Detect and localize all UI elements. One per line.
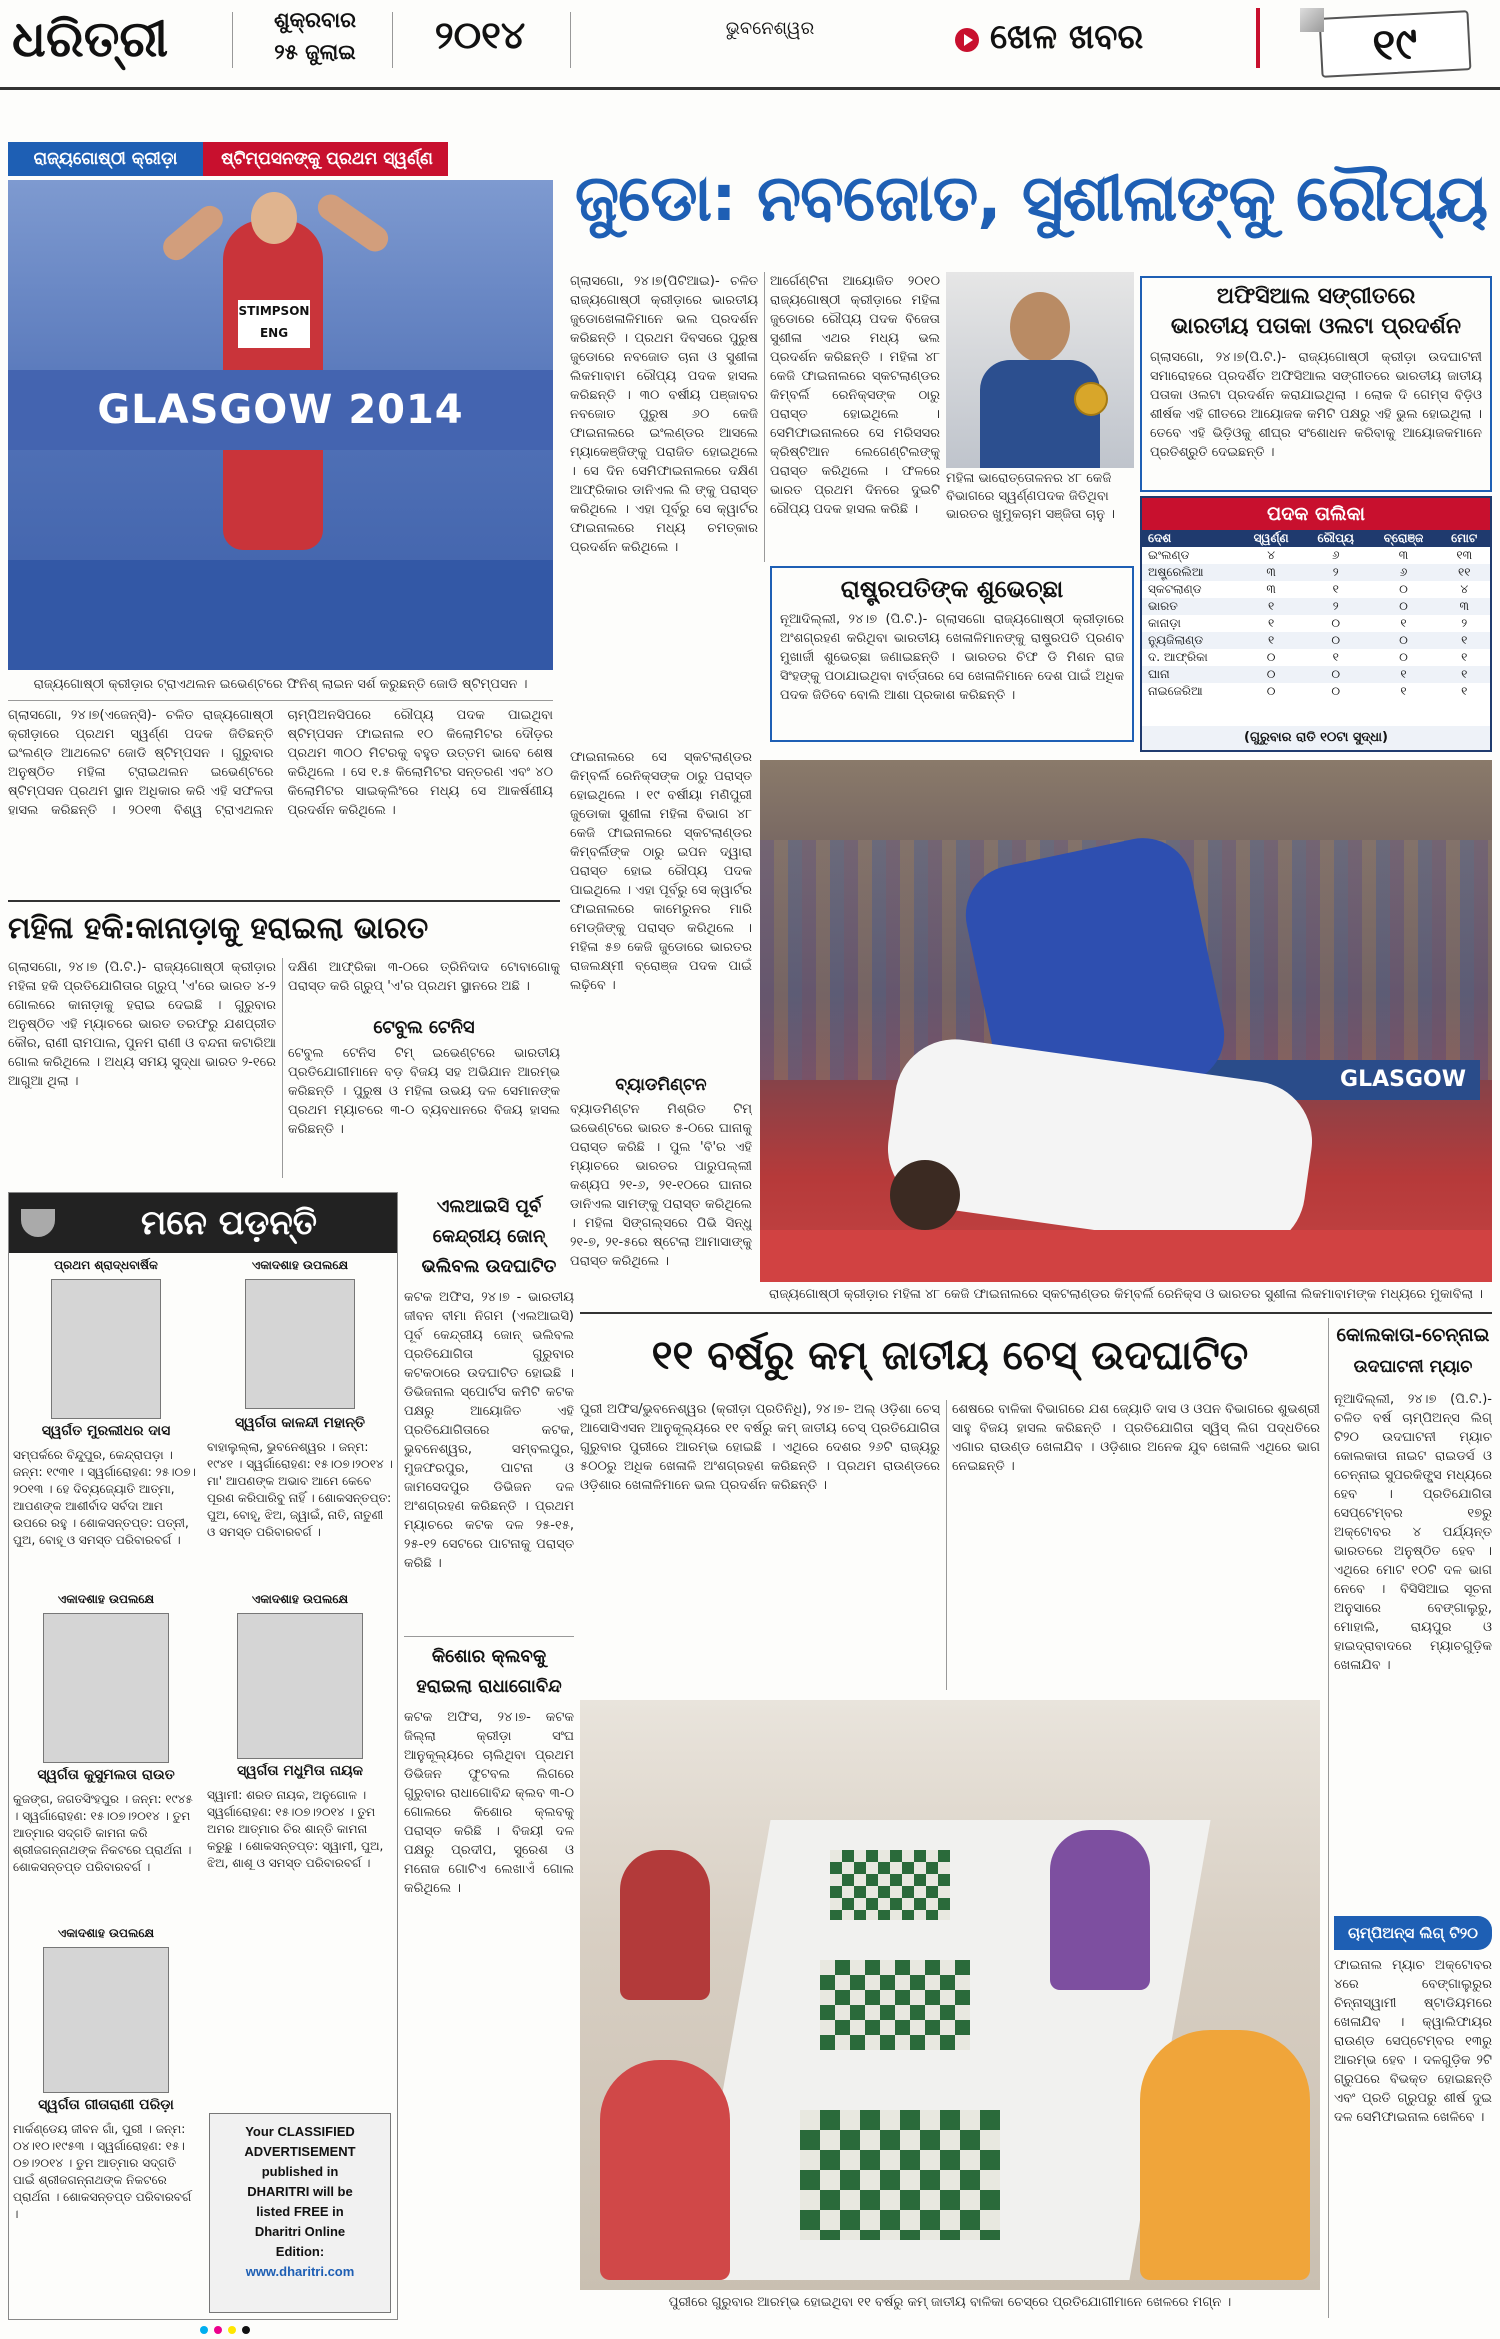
col-bronze: ବ୍ରୋଞ୍ଜ bbox=[1369, 530, 1439, 547]
weightlifter-head bbox=[1010, 292, 1070, 362]
medal-country-cell: ସ୍କଟଲାଣ୍ଡ bbox=[1148, 582, 1202, 596]
medal-table-row bbox=[1142, 666, 1490, 683]
medal-count-cell: ୧ bbox=[1400, 684, 1407, 698]
section-divider bbox=[1256, 8, 1260, 68]
weightlifter-caption: ମହିଳା ଭାରୋତ୍ତୋଳନର ୪୮ କେଜି ବିଭାଗରେ ସ୍ୱର୍ଣ୍ଣପଦକ ଜିତିଥିବା ଭାରତର ଖୁମୁକଚାମ ସଞ୍ଜିତା ଚାନୁ । bbox=[946, 471, 1115, 522]
obituary-section bbox=[8, 1192, 398, 2320]
page-curl bbox=[1300, 8, 1324, 32]
lic-headline-3: ଭଲିବଲ ଉଦଘାଟିତ bbox=[421, 1256, 557, 1277]
classified-ad bbox=[209, 2113, 391, 2313]
kishore-headline-2: ହରାଇଲା ରାଧାଗୋବିନ୍ଦ bbox=[416, 1676, 562, 1697]
hockey-story-col1: ଗ୍ଲାସଗୋ, ୨୪।୭ (ପି.ଟି.)- ରାଜ୍ୟଗୋଷ୍ଠୀ କ୍ରୀଡ଼ାର ମହିଳା ହକି ପ୍ରତିଯୋଗିତାର ଗ୍ରୁପ୍ 'ଏ'ରେ ଭାରତ ୪-୨ ଗୋଲରେ କାନାଡ଼ାକୁ ହରାଇ ଦେଇଛି । ଗୁରୁବାର ଅନୁଷ୍ଠିତ ଏହି ମ୍ୟାଚରେ ଭାରତ ତରଫରୁ ଯଶପ୍ରୀତ କୌର, ରାଣୀ ରାମପାଲ, ପୁନମ ରାଣୀ ଓ ବନ୍ଦନା କଟାରିଆ ଗୋଲ କରିଥିଲେ । ଅଧ୍ୟ ସମୟ ସୁଦ୍ଧା ଭାରତ ୨-୧ରେ ଆଗୁଆ ଥିଲା । bbox=[8, 960, 276, 1089]
judo-action-caption: ରାଜ୍ୟଗୋଷ୍ଠୀ କ୍ରୀଡ଼ାର ମହିଳା ୪୮ କେଜି ଫାଇନାଲରେ ସ୍କଟଲାଣ୍ଡର କିମ୍ବର୍ଲି ରେନିକ୍ସ ଓ ଭାରତର ସୁଶୀଳା ଲିକମାବାମଙ୍କ ମଧ୍ୟରେ ମୁକାବିଲା । bbox=[768, 1287, 1483, 1302]
medal-count-cell: ୦ bbox=[1331, 684, 1341, 698]
medal-count-cell: ୬ bbox=[1369, 564, 1439, 581]
race-bib bbox=[238, 300, 310, 348]
medal-table-note: (ଗୁରୁବାର ରାତି ୧୦ଟା ସୁଦ୍ଧା) bbox=[1142, 726, 1490, 750]
obituary-label-3: ଏକାଦଶାହ ଉପଲକ୍ଷେ bbox=[57, 1592, 155, 1606]
logo: ଧରିତ୍ରୀ bbox=[12, 9, 169, 68]
ceremony-box bbox=[1140, 276, 1492, 492]
medal-count-cell: ୦ bbox=[1266, 650, 1276, 664]
chess-photo bbox=[580, 1700, 1320, 2290]
chess-story-col2: ଶେଷରେ ବାଳିକା ବିଭାଗରେ ଯଶ ଜ୍ୟୋତି ଦାସ ଓ ଓପନ ବିଭାଗରେ ଶୁଭଶ୍ରୀ ସାହୁ ବିଜୟ ହାସଲ କରିଛନ୍ତି । ପ୍ରତିଯୋଗିତା ସ୍ୱିସ୍ ଲିଗ ପଦ୍ଧତିରେ ଏଗାର ରାଉଣ୍ଡ ଖେଳାଯିବ । ଓଡ଼ିଶାର ଅନେକ ଯୁବ ଖେଳାଳି ଏଥିରେ ଭାଗ ନେଇଛନ୍ତି । bbox=[952, 1402, 1320, 1474]
obituary-text-3: କୁଜଙ୍ଗ, ଜଗତସିଂହପୁର । ଜନ୍ମ: ୧୯୪୫ । ସ୍ୱର୍ଗାରୋହଣ: ୧୫।୦୭।୨୦୧୪ । ତୁମ ଆତ୍ମାର ସଦ୍ଗତି କାମନା କରି ଶ୍ରୀଜଗନ୍ନାଥଙ୍କ ନିକଟରେ ପ୍ରାର୍ଥନା । ଶୋକସନ୍ତପ୍ତ ପରିବାରବର୍ଗ । bbox=[13, 1792, 193, 1874]
medal-count-cell: ୧୧ bbox=[1438, 564, 1490, 581]
medal-table-title: ପଦକ ତାଲିକା bbox=[1142, 498, 1490, 530]
lic-box bbox=[404, 1192, 574, 1632]
medal-count-cell: ୦ bbox=[1303, 632, 1369, 649]
col-total: ମୋଟ bbox=[1438, 530, 1490, 547]
medal-country-cell: ଘାନା bbox=[1142, 666, 1239, 683]
obituary-photo-1 bbox=[51, 1279, 161, 1419]
medal-count-cell: ୧ bbox=[1239, 632, 1303, 649]
date: ୨୫ ଜୁଲାଇ bbox=[274, 40, 356, 64]
medal-count-cell: ୦ bbox=[1239, 666, 1303, 683]
medal-count-cell: ୦ bbox=[1369, 598, 1439, 615]
weightlifter-photo bbox=[946, 272, 1134, 468]
lamp-icon bbox=[21, 1209, 55, 1237]
medal-table-row bbox=[1142, 581, 1490, 598]
judo-headline: ଜୁଡୋ: ନବଜୋତ, ସୁଶୀଳାଙ୍କୁ ରୌପ୍ୟ bbox=[574, 162, 1488, 236]
play-icon bbox=[955, 28, 979, 52]
lic-story: କଟକ ଅଫିସ, ୨୪।୭ - ଭାରତୀୟ ଜୀବନ ବୀମା ନିଗମ (ଏଲଆଇସି) ପୂର୍ବ କେନ୍ଦ୍ରୀୟ ଜୋନ୍ ଭଲିବଲ ପ୍ରତିଯୋଗିତା ଗୁରୁବାର କଟକଠାରେ ଉଦଘାଟିତ ହୋଇଛି । ଡିଭିଜନାଲ ସ୍ପୋର୍ଟସ କମିଟି କଟକ ପକ୍ଷରୁ ଆୟୋଜିତ ଏହି ପ୍ରତିଯୋଗିତାରେ କଟକ, ଭୁବନେଶ୍ୱର, ସମ୍ବଲପୁର, ମୁଜଫରପୁର, ପାଟନା ଓ ଜାମସେଦପୁର ଡିଭିଜନ ଦଳ ଅଂଶଗ୍ରହଣ କରିଛନ୍ତି । ପ୍ରଥମ ମ୍ୟାଚରେ କଟକ ଦଳ ୨୫-୧୫, ୨୫-୧୨ ସେଟରେ ପାଟନାକୁ ପରାସ୍ତ କରିଛି । bbox=[404, 1290, 574, 1571]
player-right-2 bbox=[1140, 2030, 1310, 2280]
player-right-1 bbox=[1050, 1830, 1150, 1990]
medal-count-cell: ୧ bbox=[1332, 650, 1339, 664]
lic-headline-2: କେନ୍ଦ୍ରୀୟ ଜୋନ୍ bbox=[432, 1226, 546, 1247]
triathlon-photo bbox=[8, 180, 553, 670]
classified-line-6: Dharitri Online bbox=[254, 2224, 346, 2239]
section-title: ଖେଳ ଖବର bbox=[990, 17, 1144, 57]
medal-country-cell: ଅଷ୍ଟ୍ରେଲିଆ bbox=[1142, 564, 1239, 581]
classified-line-4: DHARITRI will be bbox=[247, 2184, 353, 2199]
badminton-heading: ବ୍ୟାଡମିଣ୍ଟନ bbox=[615, 1075, 707, 1095]
col-gold: ସ୍ୱର୍ଣ୍ଣ bbox=[1239, 530, 1303, 547]
obituary-text-5: ମାର୍କଣ୍ଡେୟ ଜୀବନ ଗାଁ, ପୁରୀ । ଜନ୍ମ: ୦୪।୧୦।୧୯୫୩ । ସ୍ୱର୍ଗାରୋହଣ: ୧୫।୦୭।୨୦୧୪ । ତୁମ ଆତ୍ମାର ସଦ୍ଗତି ପାଇଁ ଶ୍ରୀଜଗନ୍ନାଥଙ୍କ ନିକଟରେ ପ୍ରାର୍ଥନା । ଶୋକସନ୍ତପ୍ତ ପରିବାରବର୍ଗ । bbox=[13, 2122, 192, 2221]
obituary-photo-4 bbox=[237, 1613, 363, 1759]
triathlon-story: ଗ୍ଲାସଗୋ, ୨୪।୭(ଏଜେନ୍ସି)- ଚଳିତ ରାଜ୍ୟଗୋଷ୍ଠୀ କ୍ରୀଡ଼ାରେ ପ୍ରଥମ ସ୍ୱର୍ଣ୍ଣ ପଦକ ଜିତିଛନ୍ତି ଇଂଲଣ୍ଡ ଆଥଲେଟ ଜୋଡି ଷ୍ଟିମ୍ପସନ । ଗୁରୁବାର ଅନୁଷ୍ଠିତ ମହିଳା ଟ୍ରାଇଥଲନ ଇଭେଣ୍ଟରେ ଷ୍ଟିମ୍ପସନ ପ୍ରଥମ ସ୍ଥାନ ଅଧିକାର କରି ଏହି ସଫଳତା ହାସଲ କରିଛନ୍ତି । ୨୦୧୩ ବିଶ୍ୱ ଟ୍ରାଏଥଲନ ଚାମ୍ପିଅନସିପରେ ରୌପ୍ୟ ପଦକ ପାଇଥିବା ଷ୍ଟିମ୍ପସନ ଫାଇନାଲ ୧୦ କିଲୋମିଟର ଦୌଡ଼ର ପ୍ରଥମ ୩୦୦ ମିଟରକୁ ବହୁତ ଉତ୍ତମ ଭାବେ ଶେଷ କରିଥିଲେ । ସେ ୧.୫ କିଲୋମିଟର ସନ୍ତରଣ ଏବଂ ୪୦ କିଲୋମିଟର ସାଇକ୍ଲିଂରେ ମଧ୍ୟ ସେ ଆକର୍ଷଣୀୟ ପ୍ରଦର୍ଶନ କରିଥିଲେ । bbox=[8, 708, 553, 818]
weekday: ଶୁକ୍ରବାର bbox=[273, 8, 357, 32]
tatami-mat bbox=[760, 1230, 1492, 1282]
medal-table bbox=[1142, 530, 1490, 700]
president-story: ନୂଆଦିଲ୍ଲୀ, ୨୪।୭ (ପି.ଟି.)- ଗ୍ଲାସଗୋ ରାଜ୍ୟଗୋଷ୍ଠୀ କ୍ରୀଡ଼ାରେ ଅଂଶଗ୍ରହଣ କରିଥିବା ଭାରତୀୟ ଖେଳାଳିମାନଙ୍କୁ ରାଷ୍ଟ୍ରପତି ପ୍ରଣବ ମୁଖାର୍ଜୀ ଶୁଭେଚ୍ଛା ଜଣାଇଛନ୍ତି । ଭାରତର ଚିଫ ଡି ମିଶନ ରାଜ ସିଂହଙ୍କୁ ପଠାଯାଇଥିବା ବାର୍ତ୍ତାରେ ସେ ଖେଳାଳିମାନେ ଦେଶ ପାଇଁ ଅଧିକ ପଦକ ଜିତିବେ ବୋଲି ଆଶା ପ୍ରକାଶ କରିଛନ୍ତି । bbox=[780, 612, 1124, 703]
medal-table-wrap bbox=[1142, 530, 1490, 726]
masthead bbox=[0, 0, 1500, 90]
bib-team: ENG bbox=[259, 326, 289, 340]
medal-country-cell: ନାଇଜେରିଆ bbox=[1148, 684, 1203, 698]
classified-line-2: ADVERTISEMENT bbox=[244, 2144, 356, 2159]
kolkata-headline-2: ଉଦଘାଟନୀ ମ୍ୟାଚ bbox=[1353, 1357, 1473, 1377]
athlete-arm-right bbox=[313, 189, 393, 256]
judo-story-continued: ଫାଇନାଲରେ ସେ ସ୍କଟଲାଣ୍ଡର କିମ୍ବର୍ଲି ରେନିକ୍ସଙ୍କ ଠାରୁ ପରାସ୍ତ ହୋଇଥିଲେ । ୧୯ ବର୍ଷୀୟା ମଣିପୁରୀ ଜୁଡୋକା ସୁଶୀଳା ମହିଳା ବିଭାଗ ୪୮ କେଜି ଫାଇନାଲରେ ସ୍କଟଲାଣ୍ଡର କିମ୍ବର୍ଲିଙ୍କ ଠାରୁ ଇପନ ଦ୍ୱାରା ପରାସ୍ତ ହୋଇ ରୌପ୍ୟ ପଦକ ପାଇଥିଲେ । ଏହା ପୂର୍ବରୁ ସେ କ୍ୱାର୍ଟର ଫାଇନାଲରେ କାମେରୁନର ମାରି ମେଡ୍ଜିଙ୍କୁ ପରାସ୍ତ କରିଥିଲେ । ମହିଳା ୫୭ କେଜି ଜୁଡୋରେ ଭାରତର ରାଜଲକ୍ଷ୍ମୀ ବ୍ରୋଞ୍ଜ ପଦକ ପାଇଁ ଲଢ଼ିବେ । bbox=[570, 750, 752, 993]
obituary-entry-4 bbox=[207, 1591, 393, 1971]
obituary-entry-1 bbox=[13, 1257, 199, 1587]
medal-country-cell: ନ୍ୟୁଜିଲାଣ୍ଡ bbox=[1142, 632, 1239, 649]
obituary-label-1: ପ୍ରଥମ ଶ୍ରାଦ୍ଧବାର୍ଷିକ bbox=[54, 1258, 158, 1272]
kicker-secondary: ଷ୍ଟିମ୍ପସନଙ୍କୁ ପ୍ରଥମ ସ୍ୱର୍ଣ୍ଣ bbox=[221, 149, 433, 169]
page-number: ୧୯ bbox=[1319, 10, 1472, 78]
judo-story-col2: ଆର୍ଗେଣ୍ଟିନା ଆୟୋଜିତ ୨୦୧୦ ରାଜ୍ୟଗୋଷ୍ଠୀ କ୍ରୀଡ଼ାରେ ମହିଳା ଜୁଡୋରେ ରୌପ୍ୟ ପଦକ ବିଜେତା ସୁଶୀଳା ଏଥର ମଧ୍ୟ ଭଲ ପ୍ରଦର୍ଶନ କରିଛନ୍ତି । ମହିଳା ୪୮ କେଜି ଫାଇନାଲରେ ସ୍କଟଲାଣ୍ଡର କିମ୍ବର୍ଲି ରେନିକ୍ସଙ୍କ ଠାରୁ ପରାସ୍ତ ହୋଇଥିଲେ । ସେମିଫାଇନାଲରେ ସେ ମରିସସର କ୍ରିଷ୍ଟିଆନ ଲେଗେଣ୍ଟିଲଙ୍କୁ ପରାସ୍ତ କରିଥିଲେ । ଫଳରେ ଭାରତ ପ୍ରଥମ ଦିନରେ ଦୁଇଟି ରୌପ୍ୟ ପଦକ ହାସଲ କରିଛି । bbox=[770, 274, 940, 517]
obituary-entry-5 bbox=[13, 1925, 199, 2315]
medal-table-row bbox=[1142, 615, 1490, 632]
track-floor bbox=[8, 560, 553, 670]
obituary-label-5: ଏକାଦଶାହ ଉପଲକ୍ଷେ bbox=[57, 1926, 155, 1940]
obituary-name-5: ସ୍ୱର୍ଗତା ଗୀତାରାଣୀ ପରିଡ଼ା bbox=[38, 2097, 174, 2113]
classified-line-1: Your CLASSIFIED bbox=[245, 2124, 355, 2139]
chess-caption: ପୁରୀରେ ଗୁରୁବାର ଆରମ୍ଭ ହୋଇଥିବା ୧୧ ବର୍ଷରୁ କମ୍ ଜାତୀୟ ବାଳିକା ଚେସ୍‌ରେ ପ୍ରତିଯୋଗୀମାନେ ଖେଳରେ ମଗ୍ନ । bbox=[668, 2295, 1232, 2310]
medal-country-cell: ଭାରତ bbox=[1142, 598, 1239, 615]
medal-count-cell: ୧ bbox=[1267, 616, 1275, 630]
obituary-label-4: ଏକାଦଶାହ ଉପଲକ୍ଷେ bbox=[251, 1592, 349, 1606]
medal-count-cell: ୨ bbox=[1303, 598, 1369, 615]
ceremony-headline-1: ଅଫିସିଆଲ ସଙ୍ଗୀତରେ bbox=[1216, 284, 1416, 309]
table-tennis-heading: ଟେବୁଲ ଟେନିସ bbox=[373, 1017, 475, 1038]
obituary-photo-2 bbox=[245, 1279, 355, 1409]
medal-count-cell: ୧୩ bbox=[1456, 548, 1473, 562]
medal-country-cell: କାନାଡ଼ା bbox=[1148, 616, 1181, 630]
arena-banner-text: GLASGOW bbox=[1340, 1067, 1466, 1092]
medal-table-header bbox=[1142, 530, 1490, 547]
kolkata-story: ନୂଆଦିଲ୍ଲୀ, ୨୪।୭ (ପି.ଟି.)- ଚଳିତ ବର୍ଷ ଚାମ୍ପିଅନ୍ସ ଲିଗ୍ ଟି୨୦ ଉଦଘାଟନୀ ମ୍ୟାଚ କୋଲକାତା ନାଇଟ ରାଇଡର୍ସ ଓ ଚେନ୍ନାଇ ସୁପରକିଙ୍ଗ୍ସ ମଧ୍ୟରେ ହେବ । ପ୍ରତିଯୋଗିତା ସେପ୍ଟେମ୍ବର ୧୭ରୁ ଅକ୍ଟୋବର ୪ ପର୍ଯ୍ୟନ୍ତ ଭାରତରେ ଅନୁଷ୍ଠିତ ହେବ । ଏଥିରେ ମୋଟ ୧୦ଟି ଦଳ ଭାଗ ନେବେ । ବିସିସିଆଇ ସୂଚନା ଅନୁସାରେ ବେଙ୍ଗାଲୁରୁ, ମୋହାଲି, ରାୟପୁର ଓ ହାଇଦ୍ରାବାଦରେ ମ୍ୟାଚଗୁଡ଼ିକ ଖେଳାଯିବ । bbox=[1334, 1392, 1492, 1673]
champions-league-story: ଫାଇନାଲ ମ୍ୟାଚ ଅକ୍ଟୋବର ୪ରେ ବେଙ୍ଗାଲୁରୁର ଚିନ୍ନାସ୍ୱାମୀ ଷ୍ଟାଡିୟମରେ ଖେଳାଯିବ । କ୍ୱାଲିଫାୟର ରାଉଣ୍ଡ ସେପ୍ଟେମ୍ବର ୧୩ରୁ ଆରମ୍ଭ ହେବ । ଦଳଗୁଡ଼ିକ ୨ଟି ଗ୍ରୁପରେ ବିଭକ୍ତ ହୋଇଛନ୍ତି ଏବଂ ପ୍ରତି ଗ୍ରୁପରୁ ଶୀର୍ଷ ଦୁଇ ଦଳ ସେମିଫାଇନାଲ ଖେଳିବେ । bbox=[1334, 1958, 1492, 2125]
medal-count-cell: ୨ bbox=[1303, 564, 1369, 581]
reg-mark-magenta bbox=[214, 2326, 222, 2334]
hockey-headline: ମହିଳା ହକି:କାନାଡ଼ାକୁ ହରାଇଲା ଭାରତ bbox=[8, 911, 429, 946]
medal-count-cell: ୨ bbox=[1461, 616, 1468, 630]
table-tennis-story: ଟେବୁଲ ଟେନିସ ଟିମ୍ ଇଭେଣ୍ଟରେ ଭାରତୀୟ ପ୍ରତିଯୋଗୀମାନେ ବଡ଼ ବିଜୟ ସହ ଅଭିଯାନ ଆରମ୍ଭ କରିଛନ୍ତି । ପୁରୁଷ ଓ ମହିଳା ଉଭୟ ଦଳ ସେମାନଙ୍କ ପ୍ରଥମ ମ୍ୟାଚରେ ୩-୦ ବ୍ୟବଧାନରେ ବିଜୟ ହାସଲ କରିଛନ୍ତି । bbox=[288, 1046, 560, 1137]
chess-board-2 bbox=[820, 1960, 970, 2050]
obituary-entry-3 bbox=[13, 1591, 199, 1921]
lic-headline-1: ଏଲଆଇସି ପୂର୍ବ bbox=[436, 1196, 542, 1217]
obituary-name-4: ସ୍ୱର୍ଗତା ମଧୁମିତା ନାୟକ bbox=[236, 1763, 364, 1779]
medal-table-box bbox=[1140, 496, 1492, 752]
judo-story-col1: ଗ୍ଲାସଗୋ, ୨୪।୭(ପିଟିଆଇ)- ଚଳିତ ରାଜ୍ୟଗୋଷ୍ଠୀ କ୍ରୀଡ଼ାରେ ଭାରତୀୟ ଜୁଡୋଖେଳାଳିମାନେ ଭଲ ପ୍ରଦର୍ଶନ କରିଛନ୍ତି । ପ୍ରଥମ ଦିବସରେ ପୁରୁଷ ଜୁଡୋରେ ନବଜୋତ ଚାନା ଓ ସୁଶୀଳା ଲିକମାବାମ ରୌପ୍ୟ ପଦକ ହାସଲ କରିଛନ୍ତି । ୩୦ ବର୍ଷୀୟ ପଞ୍ଜାବର ନବଜୋତ ପୁରୁଷ ୬୦ କେଜି ଫାଇନାଲରେ ଇଂଲଣ୍ଡର ଆସଲେ ମ୍ୟାକେଞ୍ଜିଙ୍କୁ ପରାଜିତ ହୋଇଥିଲେ । ସେ ଦିନ ସେମିଫାଇନାଲରେ ଦକ୍ଷିଣ ଆଫ୍ରିକାର ଡାନିଏଲ ଲି ଙ୍କୁ ପରାସ୍ତ କରିଥିଲେ । ଏହା ପୂର୍ବରୁ ସେ କ୍ୱାର୍ଟର ଫାଇନାଲରେ ମଧ୍ୟ ଚମତ୍କାର ପ୍ରଦର୍ଶନ କରିଥିଲେ । bbox=[570, 274, 758, 555]
kishore-box bbox=[404, 1642, 574, 2322]
obituary-label-2: ଏକାଦଶାହ ଉପଲକ୍ଷେ bbox=[251, 1258, 349, 1272]
obituary-title: ମନେ ପଡ଼ନ୍ତି bbox=[140, 1203, 318, 1243]
ceremony-headline-2: ଭାରତୀୟ ପତାକା ଓଲଟା ପ୍ରଦର୍ଶନ bbox=[1170, 314, 1462, 339]
kishore-headline-1: କିଶୋର କ୍ଲବକୁ bbox=[431, 1646, 547, 1667]
champions-league-ribbon: ଚାମ୍ପିଅନ୍ସ ଲିଗ୍ ଟି୨୦ bbox=[1334, 1916, 1492, 1950]
col-silver: ରୌପ୍ୟ bbox=[1303, 530, 1369, 547]
classified-url[interactable]: www.dharitri.com bbox=[245, 2264, 355, 2279]
athlete-arm-left bbox=[158, 201, 228, 266]
kicker bbox=[8, 142, 448, 176]
badminton-story: ବ୍ୟାଡମିଣ୍ଟନ ମିଶ୍ରିତ ଟିମ୍ ଇଭେଣ୍ଟରେ ଭାରତ ୫-୦ରେ ଘାନାକୁ ପରାସ୍ତ କରିଛି । ପୁଲ 'ବି'ର ଏହି ମ୍ୟାଚରେ ଭାରତର ପାରୁପଲ୍ଲୀ କଶ୍ୟପ ୨୧-୬, ୨୧-୧୦ରେ ଘାନାର ଡାନିଏଲ ସାମଙ୍କୁ ପରାସ୍ତ କରିଥିଲେ । ମହିଳା ସିଙ୍ଗଲ୍ସରେ ପିଭି ସିନ୍ଧୁ ୨୧-୭, ୨୧-୫ରେ ଷ୍ଟେଲା ଆମାସାଙ୍କୁ ପରାସ୍ତ କରିଥିଲେ । bbox=[570, 1102, 752, 1269]
chess-board-3 bbox=[800, 2110, 1000, 2240]
medal-count-cell: ୩ bbox=[1239, 564, 1303, 581]
year: ୨୦୧୪ bbox=[434, 13, 526, 57]
obituary-name-1: ସ୍ୱର୍ଗତ ମୁରଲୀଧର ଦାସ bbox=[41, 1423, 171, 1439]
chess-board-1 bbox=[830, 1850, 950, 1920]
medal-table-row bbox=[1142, 632, 1490, 649]
obituary-name-3: ସ୍ୱର୍ଗତା କୁସୁମଲତା ରାଉତ bbox=[37, 1767, 175, 1783]
obituary-text-1: ସମ୍ପର୍କରେ ବିନ୍ଦୁପୁର, କେନ୍ଦ୍ରାପଡ଼ା । ଜନ୍ମ: ୧୯୩୧ । ସ୍ୱର୍ଗାରୋହଣ: ୨୫।୦୭।୨୦୧୩ । ହେ ଦିବ୍ୟଜ୍ୟୋତି ଆତ୍ମା, ଆପଣଙ୍କ ଆଶୀର୍ବାଦ ସର୍ବଦା ଆମ ଉପରେ ରହୁ । ଶୋକସନ୍ତପ୍ତ: ପତ୍ନୀ, ପୁଅ, ବୋହୂ ଓ ସମସ୍ତ ପରିବାରବର୍ଗ । bbox=[13, 1448, 196, 1547]
medal-icon bbox=[1074, 382, 1108, 416]
medal-count-cell: ୦ bbox=[1331, 616, 1341, 630]
medal-table-row bbox=[1142, 649, 1490, 666]
judoka-head bbox=[890, 1160, 960, 1230]
reg-mark-cyan bbox=[200, 2326, 208, 2334]
judo-action-photo bbox=[760, 760, 1492, 1282]
medal-count-cell: ୪ bbox=[1267, 548, 1275, 562]
obituary-text-4: ସ୍ୱାମୀ: ଶରତ ନାୟକ, ଅନୁଗୋଳ । ସ୍ୱର୍ଗାରୋହଣ: ୧୫।୦୭।୨୦୧୪ । ତୁମ ଅମର ଆତ୍ମାର ଚିର ଶାନ୍ତି କାମନା କରୁଛୁ । ଶୋକସନ୍ତପ୍ତ: ସ୍ୱାମୀ, ପୁଅ, ଝିଅ, ଶାଶୂ ଓ ସମସ୍ତ ପରିବାରବର୍ଗ । bbox=[207, 1788, 384, 1870]
reg-mark-black bbox=[242, 2326, 250, 2334]
obituary-photo-3 bbox=[43, 1613, 169, 1763]
obituary-name-2: ସ୍ୱର୍ଗତା କାଳନ୍ଦୀ ମହାନ୍ତି bbox=[234, 1415, 366, 1431]
obituary-entry-2 bbox=[207, 1257, 393, 1587]
medal-count-cell: ୧ bbox=[1239, 598, 1303, 615]
kolkata-headline-1: କୋଲକାତା-ଚେନ୍ନାଇ bbox=[1336, 1324, 1490, 1346]
bib-name: STIMPSON bbox=[238, 304, 310, 318]
medal-country-cell: ଦ. ଆଫ୍ରିକା bbox=[1148, 650, 1208, 664]
player-left-1 bbox=[620, 1850, 710, 2000]
classified-line-7: Edition: bbox=[275, 2244, 325, 2259]
obituary-photo-5 bbox=[43, 1947, 169, 2093]
chess-story-col1: ପୁରୀ ଅଫିସ/ଭୁବନେଶ୍ୱର (କ୍ରୀଡ଼ା ପ୍ରତିନିଧି), ୨୪।୭- ଅଲ୍ ଓଡ଼ିଶା ଚେସ୍ ଆସୋସିଏସନ ଆନୁକୂଲ୍ୟରେ ୧୧ ବର୍ଷରୁ କମ୍ ଜାତୀୟ ଚେସ୍ ପ୍ରତିଯୋଗିତା ଗୁରୁବାର ପୁରୀରେ ଆରମ୍ଭ ହୋଇଛି । ଏଥିରେ ଦେଶର ୨୬ଟି ରାଜ୍ୟରୁ ୫୦୦ରୁ ଅଧିକ ଖେଳାଳି ଅଂଶଗ୍ରହଣ କରିଛନ୍ତି । ପ୍ରଥମ ରାଉଣ୍ଡରେ ଓଡ଼ିଶାର ଖେଳାଳିମାନେ ଭଲ ପ୍ରଦର୍ଶନ କରିଛନ୍ତି । bbox=[580, 1402, 940, 1493]
obituary-text-2: ବାହାଲୁଲ୍ଲା, ଭୁବନେଶ୍ୱର । ଜନ୍ମ: ୧୯୪୧ । ସ୍ୱର୍ଗାରୋହଣ: ୧୫।୦୭।୨୦୧୪ । ମା' ଆପଣଙ୍କ ଅଭାବ ଆମେ କେବେ ପୂରଣ କରିପାରିବୁ ନାହିଁ । ଶୋକସନ୍ତପ୍ତ: ପୁଅ, ବୋହୂ, ଝିଅ, ଜ୍ୱାଇଁ, ନାତି, ନାତୁଣୀ ଓ ସମସ୍ତ ପରିବାରବର୍ଗ । bbox=[207, 1440, 393, 1539]
finish-banner bbox=[8, 370, 553, 450]
classified-line-3: published in bbox=[261, 2164, 339, 2179]
medal-count-cell: ୦ bbox=[1303, 666, 1369, 683]
medal-table-row bbox=[1142, 564, 1490, 581]
kicker-primary: ରାଜ୍ୟଗୋଷ୍ଠୀ କ୍ରୀଡ଼ା bbox=[8, 142, 203, 176]
medal-count-cell: ୩ bbox=[1266, 582, 1276, 596]
athlete-head bbox=[251, 192, 297, 244]
president-headline: ରାଷ୍ଟ୍ରପତିଙ୍କ ଶୁଭେଚ୍ଛା bbox=[840, 575, 1064, 603]
medal-table-body bbox=[1142, 547, 1490, 700]
medal-table-row bbox=[1142, 598, 1490, 615]
medal-count-cell: ୧ bbox=[1461, 650, 1468, 664]
medal-count-cell: ୦ bbox=[1369, 632, 1439, 649]
medal-count-cell: ୦ bbox=[1399, 650, 1408, 664]
chess-headline: ୧୧ ବର୍ଷରୁ କମ୍ ଜାତୀୟ ଚେସ୍ ଉଦଘାଟିତ bbox=[651, 1333, 1249, 1379]
triathlon-caption: ରାଜ୍ୟଗୋଷ୍ଠୀ କ୍ରୀଡ଼ାର ଟ୍ରାଏଥଲନ ଇଭେଣ୍ଟରେ ଫିନିଶ୍ ଲାଇନ ସର୍ଶ କରୁଛନ୍ତି ଜୋଡି ଷ୍ଟିମ୍ପସନ । bbox=[33, 677, 528, 692]
banner-text: GLASGOW 2014 bbox=[97, 387, 464, 433]
medal-count-cell: ୧ bbox=[1461, 684, 1468, 698]
medal-count-cell: ୪ bbox=[1460, 582, 1469, 596]
obituary-header bbox=[9, 1193, 397, 1253]
hockey-story-col2: ଦକ୍ଷିଣ ଆଫ୍ରିକା ୩-୦ରେ ତ୍ରିନିଦାଦ ଟୋବାଗୋକୁ ପରାସ୍ତ କରି ଗ୍ରୁପ୍ 'ଏ'ର ପ୍ରଥମ ସ୍ଥାନରେ ଅଛି । bbox=[288, 960, 560, 994]
ceremony-story: ଗ୍ଲାସଗୋ, ୨୪।୭(ପି.ଟି.)- ରାଜ୍ୟଗୋଷ୍ଠୀ କ୍ରୀଡ଼ା ଉଦଘାଟନୀ ସମାରୋହରେ ପ୍ରଦର୍ଶିତ ଅଫିସିଆଲ ସଙ୍ଗୀତରେ ଭାରତୀୟ ଜାତୀୟ ପତାକା ଓଲଟା ପ୍ରଦର୍ଶନ କରାଯାଇଥିଲା । ଲୋକ ଦି ଗେମ୍ସ ବିଡ଼ିଓ ଶୀର୍ଷକ ଏହି ଗୀତରେ ଆୟୋଜକ କମିଟି ପକ୍ଷରୁ ଏହି ଭୁଲ ହୋଇଥିଲା । ତେବେ ଏହି ଭିଡ଼ିଓକୁ ଶୀଘ୍ର ସଂଶୋଧନ କରିବାକୁ ଆୟୋଜକମାନେ ପ୍ରତିଶ୍ରୁତି ଦେଇଛନ୍ତି । bbox=[1150, 350, 1482, 460]
classified-line-5: listed FREE in bbox=[256, 2204, 344, 2219]
medal-count-cell: ୧ bbox=[1332, 582, 1339, 596]
reg-mark-yellow bbox=[228, 2326, 236, 2334]
color-registration-marks bbox=[200, 2324, 1300, 2336]
medal-count-cell: ୦ bbox=[1399, 582, 1408, 596]
medal-count-cell: ୩ bbox=[1438, 598, 1490, 615]
player-left-2 bbox=[600, 2060, 730, 2280]
medal-count-cell: ୧ bbox=[1438, 632, 1490, 649]
medal-count-cell: ୧ bbox=[1400, 616, 1407, 630]
city: ଭୁବନେଶ୍ୱର bbox=[725, 18, 815, 39]
medal-count-cell: ୩ bbox=[1398, 548, 1409, 562]
medal-table-row bbox=[1142, 547, 1490, 564]
medal-count-cell: ୧ bbox=[1369, 666, 1439, 683]
president-box bbox=[770, 566, 1134, 742]
medal-count-cell: ୦ bbox=[1266, 684, 1276, 698]
medal-count-cell: ୧ bbox=[1438, 666, 1490, 683]
kishore-story: କଟକ ଅଫିସ, ୨୪।୭- କଟକ ଜିଲ୍ଲା କ୍ରୀଡ଼ା ସଂଘ ଆନୁକୂଲ୍ୟରେ ଚାଲିଥିବା ପ୍ରଥମ ଡିଭିଜନ ଫୁଟବଲ ଲିଗରେ ଗୁରୁବାର ରାଧାଗୋବିନ୍ଦ କ୍ଲବ ୩-୦ ଗୋଲରେ କିଶୋର କ୍ଲବକୁ ପରାସ୍ତ କରିଛି । ବିଜୟୀ ଦଳ ପକ୍ଷରୁ ପ୍ରଦୀପ, ସୁରେଶ ଓ ମନୋଜ ଗୋଟିଏ ଲେଖାଏଁ ଗୋଲ କରିଥିଲେ । bbox=[404, 1710, 574, 1896]
medal-table-row bbox=[1142, 683, 1490, 700]
col-country: ଦେଶ bbox=[1142, 530, 1239, 547]
medal-country-cell: ଇଂଲଣ୍ଡ bbox=[1148, 548, 1190, 562]
medal-count-cell: ୬ bbox=[1331, 548, 1340, 562]
